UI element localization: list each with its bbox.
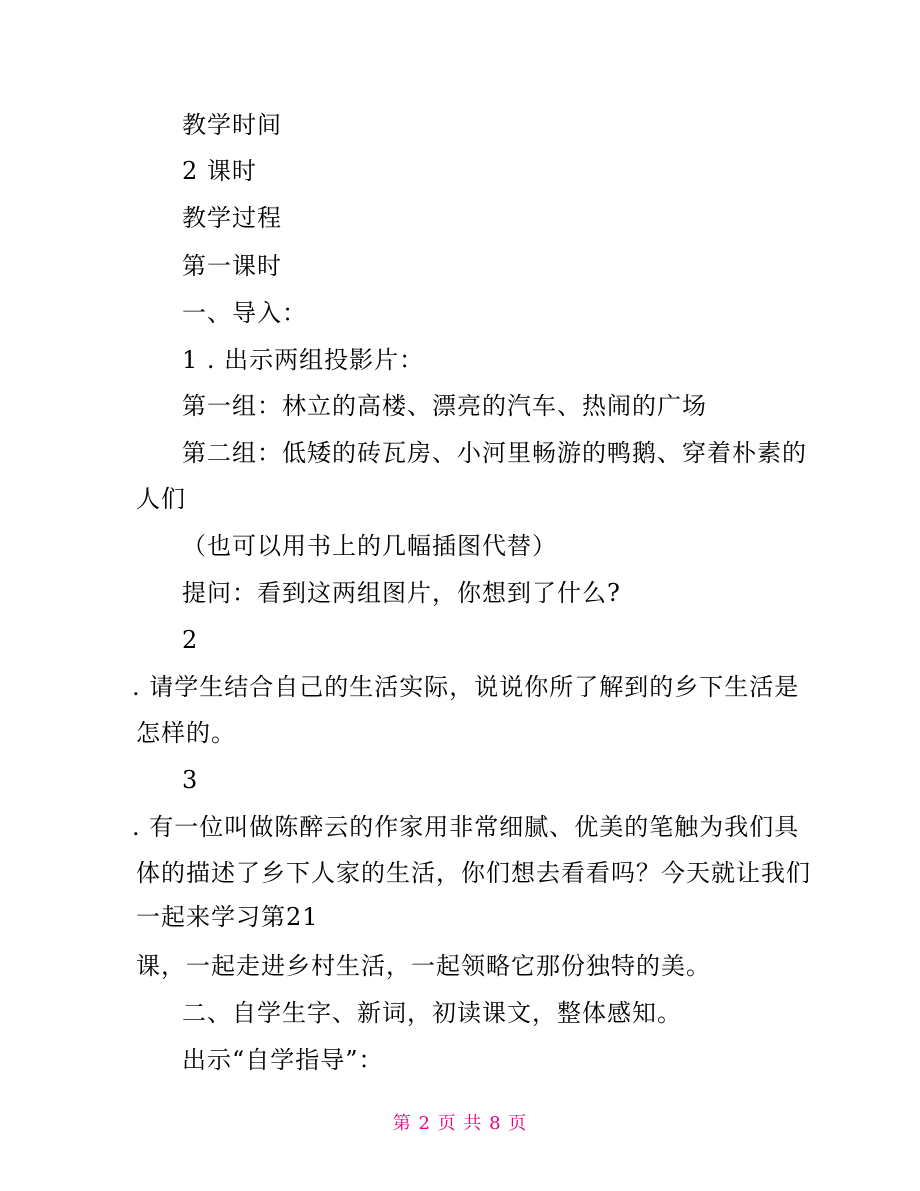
- text-line: 2 课时: [182, 157, 257, 185]
- text-line: 教学时间: [182, 111, 282, 139]
- text-line: 第二组：低矮的砖瓦房、小河里畅游的鸭鹅、穿着朴素的: [182, 439, 807, 467]
- text-line: 出示“自学指导”：: [182, 1046, 384, 1074]
- text-line: 二、自学生字、新词，初读课文，整体感知。: [182, 999, 682, 1027]
- text-line: （也可以用书上的几幅插图代替）: [182, 532, 557, 560]
- text-line: 第一组：林立的高楼、漂亮的汽车、热闹的广场: [182, 392, 707, 420]
- text-line: 课，一起走进乡村生活，一起领略它那份独特的美。: [136, 952, 711, 980]
- text-line: 怎样的。: [136, 719, 236, 747]
- text-line: 1 . 出示两组投影片：: [182, 346, 425, 374]
- text-line: 体的描述了乡下人家的生活，你们想去看看吗？今天就让我们: [136, 859, 811, 887]
- text-line: . 请学生结合自己的生活实际，说说你所了解到的乡下生活是: [132, 673, 800, 701]
- text-line: 提问：看到这两组图片，你想到了什么?: [182, 579, 621, 607]
- text-line: 3: [182, 766, 199, 794]
- text-line: 第一课时: [182, 252, 282, 280]
- text-line: 人们: [136, 485, 186, 513]
- text-line: 教学过程: [182, 204, 282, 232]
- text-line: 一起来学习第21: [136, 903, 319, 931]
- text-line: 2: [182, 626, 199, 654]
- page-number: 第 2 页 共 8 页: [392, 1113, 528, 1134]
- text-line: 一、导入：: [182, 299, 307, 327]
- text-line: . 有一位叫做陈醉云的作家用非常细腻、优美的笔触为我们具: [132, 813, 800, 841]
